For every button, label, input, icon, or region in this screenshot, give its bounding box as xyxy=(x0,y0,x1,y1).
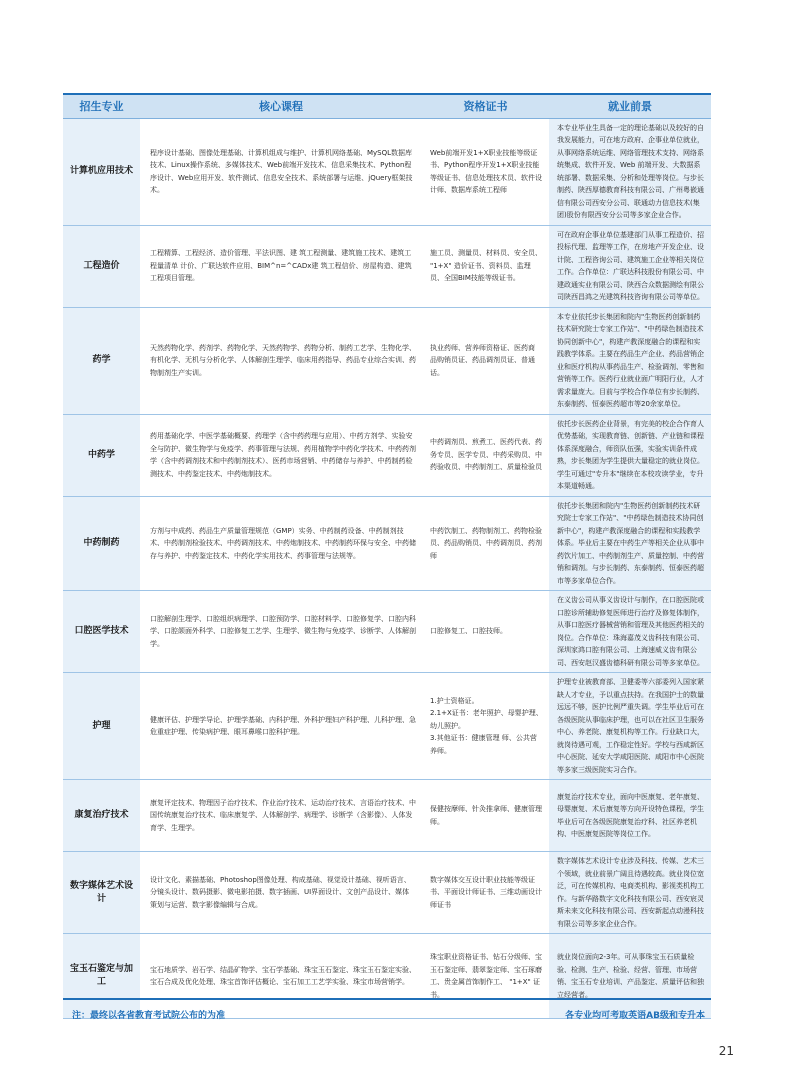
certificates: 中药饮制工、药物制剂工、药物检验员、药品购销员、中药调剂员、药剂师 xyxy=(422,496,549,591)
table-row xyxy=(63,414,711,496)
major-name: 宝玉石鉴定与加工 xyxy=(63,934,140,1019)
core-courses: 方剂与中成药、药品生产质量管理规范（GMP）实务、中药制药设备、中药制剂技术、中药制剂检验技术、中药调剂技术、中药炮制技术、中药制药环保与安全、中药储存与养护、中药鉴定技术、中药化学实用技术、药事管理与法规等。 xyxy=(140,496,422,591)
table-row xyxy=(63,780,711,852)
job-prospects: 数字媒体艺术设计专业涉及科技、传媒、艺术三个领域，就业前景广阔且待遇较高。就业岗位宽泛，可在传媒机构、电商类机构、影视类机构工作。与新华路数字文化科技有限公司、西安宸灵斯未来文化科技有限公司、西安新起点动漫科技有限公司等多家企业合作。 xyxy=(549,852,711,934)
job-prospects: 在义齿公司从事义齿设计与制作，在口腔医院或口腔诊所辅助修复医师进行治疗及修复体制作，从事口腔医疗器械营销和管理及其他医药相关的岗位。合作单位：珠海嘉茂义齿科技有限公司、深圳家鸿口腔有限公司、上海速威义齿有限公司、西安赵汉盛齿德科研有限公司等多家单位。 xyxy=(549,591,711,673)
table-row xyxy=(63,591,711,673)
job-prospects: 依托步长集团和院内"生物医药创新制药技术研究院士专家工作站"、"中药绿色制造技术协同创新中心"，构建产教深度融合的课程和实践教学体系。毕业后主要在中药生产等相关企业从事中药饮片加工、中药制剂生产、质量控制、中药营销和调剂。与步长制药、东泰制药、恒泰医药超市等多家单位合作。 xyxy=(549,496,711,591)
job-prospects: 康复治疗技术专业，面向中医康复、老年康复、母婴康复、术后康复等方向开设特色课程，学生毕业后可在各级医院康复治疗科、社区养老机构、中医康复医院等岗位工作。 xyxy=(549,780,711,852)
core-courses: 口腔解剖生理学、口腔组织病理学、口腔预防学、口腔材料学、口腔修复学、口腔内科学、口腔颌面外科学、口腔修复工艺学、生理学、微生物与免疫学、诊断学、人体解剖学。 xyxy=(140,591,422,673)
certificates: 珠宝职业资格证书、钻石分级师、宝玉石鉴定师、翡翠鉴定师、宝石琢磨工、贵金属首饰制作工、 "1+X" 证书。 xyxy=(422,934,549,1019)
header-jobs: 就业前景 xyxy=(549,94,711,118)
table-row xyxy=(63,852,711,934)
certificates: 保健按摩师、针灸推拿师、健康管理师。 xyxy=(422,780,549,852)
core-courses: 工程精算、工程经济、造价管理、平法识图、建 筑工程测量、建筑施工技术、建筑工程量清单 计价、广联达软件应用、BIM^n=^CADx建 筑工程信价、房屋构造、建筑工程项目管理。 xyxy=(140,225,422,307)
certificates: 数字媒体交互设计职业技能等级证书、平面设计师证书、三维动画设计师证书 xyxy=(422,852,549,934)
certificates: 1.护士资格证。 2.1+X证书：老年照护、母婴护理、幼儿照护。 3.其他证书：健康管理 师、公共营养师。 xyxy=(422,673,549,780)
core-courses: 药用基础化学、中医学基础概要、药理学（含中药药理与应用）、中药方剂学、实验安全与防护、微生物学与免疫学、药事管理与法规、药用植物学中药化学技术、中药药剂学（含中药调剂技术和中药制剂技术）、医药市场营销、中药储存与养护、中药制药检测技术、中药鉴定技术、中药炮制技术。 xyxy=(140,414,422,496)
job-prospects: 护理专业被教育部、卫健委等六部委列入国家紧缺人才专业，予以重点扶持。在我国护士的数量远远不够，医护比例严重失调。学生毕业后可在各级医院从事临床护理，也可以在社区卫生服务中心、养老院、康复机构等工作。行业缺口大，就岗待遇可观，工作稳定性好。学校与西咸新区中心医院、延安大学咸阳医院、咸阳市中心医院等多家三级医院实习合作。 xyxy=(549,673,711,780)
major-name: 药学 xyxy=(63,307,140,414)
job-prospects: 本专业毕业生具备一定的理论基础以及较好的自我发展能力，可在地方政府、企事业单位就业，从事网络系统运维、网络管理技术支持、网络系统集成、软件开发、Web 前端开发、大数据系统部署、数据采集、分析和处理等岗位。与步长制药、陕西厚德教育科技有限公司、广州粤嵌通信有限公司西安分公司、联通动力信息技术(集团)股份有限西安分公司等多家企业合作。 xyxy=(549,118,711,225)
page-number: 21 xyxy=(718,1044,734,1058)
major-name: 中药学 xyxy=(63,414,140,496)
job-prospects: 可在政府企事业单位基建部门从事工程造价、招投标代理、监理等工作，在房地产开发企业、设计院、工程咨询公司、建筑施工企业等相关岗位工作。合作单位：广联达科技股份有限公司、中建政通实业有限公司、陕西合众数据测绘有限公司陕西昌鸿之光建筑科技咨询有限公司等单位。 xyxy=(549,225,711,307)
core-courses: 康复评定技术、物理因子治疗技术、作业治疗技术、运动治疗技术、言语治疗技术、中国传统康复治疗技术、临床康复学、人体解剖学、病理学、诊断学（含影像）、人体发育学、生理学。 xyxy=(140,780,422,852)
footer-divider xyxy=(63,998,711,1000)
major-name: 口腔医学技术 xyxy=(63,591,140,673)
certificates: 中药调剂员、煎煮工、医药代表、药务专员、医学专员、中药采购员、中药验收员、中药制剂工、质量检验员 xyxy=(422,414,549,496)
certificates: Web前端开发1+X职业技能等级证书、Python程序开发1+X职业技能等级证书、信息处理技术员、软件设计师、数据库系统工程师 xyxy=(422,118,549,225)
table-header-row xyxy=(63,94,711,118)
table-row xyxy=(63,225,711,307)
table-row xyxy=(63,673,711,780)
footer-note: 注：最终以各省教育考试院公布的为准 xyxy=(72,1011,226,1021)
majors-table xyxy=(63,93,711,1019)
job-prospects: 本专业依托步长集团和院内"生物医药创新制药技术研究院士专家工作站"、"中药绿色制造技术协同创新中心"，构建产教深度融合的课程和实践教学体系。主要在药品生产企业、药品营销企业和医疗机构从事药品生产、检验调剂、零售和营销等工作。医药行业就业面广明阳行业，人才需求量庞大。目前与学校合作单位有步长制药、东泰制药、恒泰医药超市等20余家单位。 xyxy=(549,307,711,414)
header-courses: 核心课程 xyxy=(140,94,422,118)
header-certs: 资格证书 xyxy=(422,94,549,118)
table-row xyxy=(63,934,711,1019)
major-name: 工程造价 xyxy=(63,225,140,307)
table-row xyxy=(63,496,711,591)
table-row xyxy=(63,307,711,414)
core-courses: 天然药物化学、药剂学、药物化学、天然药物学、药物分析、制药工艺学、生物化学、有机化学、无机与分析化学、人体解剖生理学、临床用药指导、药品专业综合实训、药物制剂生产实训。 xyxy=(140,307,422,414)
core-courses: 宝石地质学、岩石学、结晶矿物学、宝石学基础、珠宝玉石鉴定、珠宝玉石鉴定实验、宝石合成及优化处理、珠宝首饰评估概论、宝石加工工艺学实验、珠宝市场营销学。 xyxy=(140,934,422,1019)
job-prospects: 依托步长医药企业背景，有完美的校企合作育人优势基础，实现教育链、创新链、产业链和课程体系深度融合，师资队伍强，实验实训条件成熟，步长集团为学生提供大量稳定的就业岗位。学生可通过"专升本"继续在本校攻读学业，专升本渠道畅通。 xyxy=(549,414,711,496)
certificates: 口腔修复工、口腔技师。 xyxy=(422,591,549,673)
certificates: 执业药师、营养师资格证、医药商 品购销员证、药品调剂员证、普通话。 xyxy=(422,307,549,414)
major-name: 计算机应用技术 xyxy=(63,118,140,225)
table-row xyxy=(63,118,711,225)
header-major: 招生专业 xyxy=(63,94,140,118)
core-courses: 程序设计基础、图像处理基础、计算机组成与维护、计算机网络基础、MySQL数据库技术、Linux操作系统、多媒体技术、Web前端开发技术、信息采集技术、Python程序设计、Web应用开发、软件测试、信息安全技术、系统部署与运维、jQuery框架技术。 xyxy=(140,118,422,225)
major-name: 数字媒体艺术设计 xyxy=(63,852,140,934)
major-name: 中药制药 xyxy=(63,496,140,591)
core-courses: 健康评估、护理学导论、护理学基础、内科护理、外科护理妇产科护理、儿科护理、急危重症护理、传染病护理、眼耳鼻喉口腔科护理。 xyxy=(140,673,422,780)
job-prospects: 就业岗位面向2-3年。可从事珠宝玉石质量检验、检测、生产、检验、经营、管理、市场营销、宝玉石专业培训、产品鉴定、质量评估和独立经营者。 xyxy=(549,934,711,1019)
footer-right-note: 各专业均可考取英语AB级和专升本 xyxy=(565,1011,705,1021)
major-name: 护理 xyxy=(63,673,140,780)
core-courses: 设计文化、素描基础、Photoshop图像处理、构成基础、视觉设计基础、视听语言、分镜头设计、数码摄影、微电影拍摄、数字插画、UI界面设计、文创产品设计、媒体策划与运营、数字影像编辑与合成。 xyxy=(140,852,422,934)
major-name: 康复治疗技术 xyxy=(63,780,140,852)
certificates: 施工员、测量员、材料员、安全员、 "1+X" 造价证书、资料员、监理员、全国BIM技能等级证书。 xyxy=(422,225,549,307)
